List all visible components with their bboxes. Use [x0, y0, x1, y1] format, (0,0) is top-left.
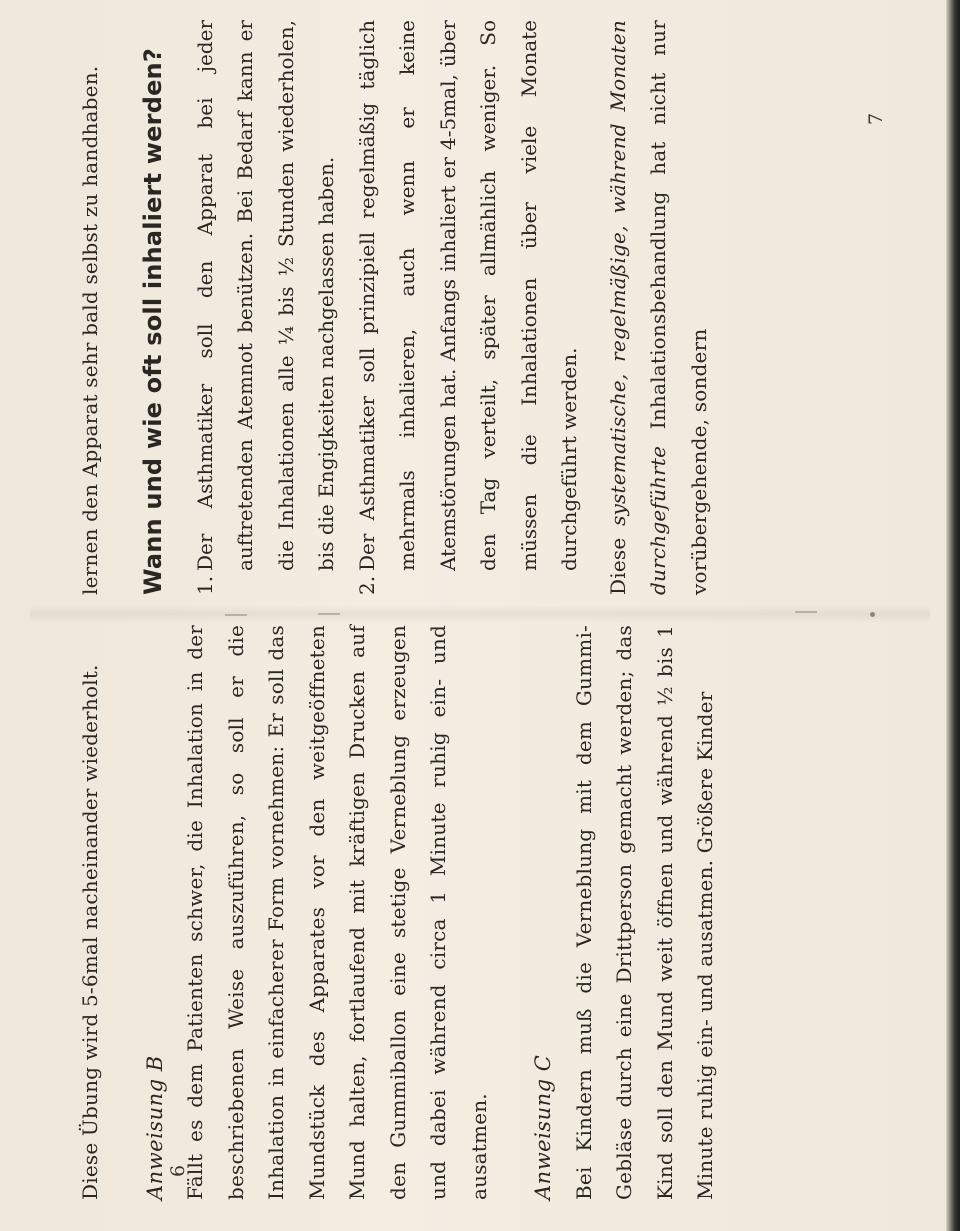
list-number: 1.: [192, 575, 217, 595]
list-number: 2.: [354, 575, 379, 595]
staple-mark: [318, 613, 340, 615]
intro-paragraph: Diese Übung wird 5-6mal nacheinander wiederholt.: [78, 664, 102, 1200]
list-item: [185, 20, 347, 595]
anweisung-c-paragraph: Bei Kindern muß die Verneblung mit dem Gummi-Gebläse durch eine Drittperson gemacht werden; das Kind soll den Mund weit öffnen und während ½ bis 1 Minute ruhig ein- und ausatmen. Größere Kinder: [571, 625, 717, 1200]
page-left: [70, 625, 950, 1200]
closing-suffix: Inhalationsbehandlung hat nicht nur vorübergehende, sondern: [646, 20, 711, 595]
continuation-paragraph: lernen den Apparat sehr bald selbst zu handhaben.: [78, 65, 102, 595]
closing-emphasis: systematische, regelmäßige, während Monaten durchgeführte: [605, 20, 670, 595]
list-text: Der Asthmatiker soll prinzipiell regelmäßig täglich mehrmals inhalieren, auch wenn er keine Atemstörungen hat. Anfangs inhaliert er 4-5mal, über den Tag verteilt, später allmählich weniger. So müssen die Inhalationen über viele Monate durchgeführt werden.: [354, 20, 581, 571]
page-number-right: 7: [865, 112, 888, 126]
anweisung-b-paragraph: Fällt es dem Patienten schwer, die Inhalation in der beschriebenen Weise auszuführen, so soll er die Inhalation in einfacherer Form vornehmen: Er soll das Mundstück des Apparates vor den weitgeöffneten Mund halten, fortlaufend mit kräftigen Drucken auf den Gummiballon eine stetige Verneblung erzeugen und dabei während circa 1 Minute ruhig ein- und ausatmen.: [183, 625, 491, 1200]
page-right: [70, 20, 950, 595]
closing-prefix: Diese: [605, 525, 630, 595]
staple-mark: [225, 614, 247, 616]
page-fold: [30, 605, 930, 623]
list-text: Der Asthmatiker soll den Apparat bei jeder auftretenden Atemnot benützen. Bei Bedarf kann er die Inhalationen alle ¼ bis ½ Stunden wiederholen, bis die Engigkeiten nachgelassen haben.: [192, 20, 338, 571]
closing-paragraph: [598, 20, 720, 595]
heading-anweisung-b: Anweisung B: [142, 1055, 167, 1200]
staple-mark: [795, 611, 817, 613]
staple-mark: [870, 612, 875, 617]
list-item: [347, 20, 590, 595]
page-number-left: 6: [167, 1164, 190, 1178]
section-title: Wann und wie oft soll inhaliert werden?: [138, 48, 167, 595]
heading-anweisung-c: Anweisung C: [531, 1054, 555, 1200]
